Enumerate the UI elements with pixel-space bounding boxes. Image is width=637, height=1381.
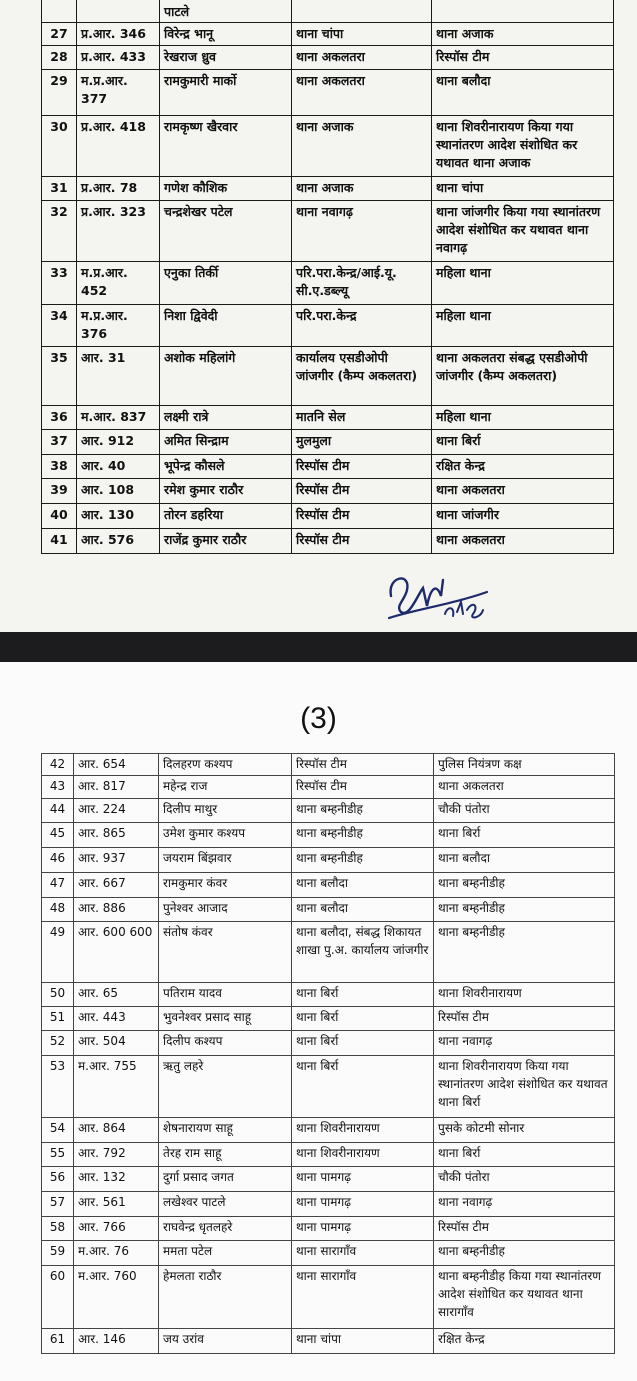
table-row: 33 म.प्र.आर. 452 एनुका तिर्की परि.परा.केन्द्र/आई.यू. सी.ए.डब्ल्यू महिला थाना: [42, 262, 614, 305]
transfer-table-bottom: [41, 753, 615, 1354]
handwritten-signature: [383, 566, 493, 624]
table-row: 46 आर. 937 जयराम बिंझवार थाना बम्हनीडीह थाना बलौदा: [42, 848, 615, 873]
table-row: 53 म.आर. 755 ऋतु लहरे थाना बिर्रा थाना शिवरीनारायण किया गया स्थानांतरण आदेश संशोधित कर यथावत थाना बिर्रा: [42, 1056, 615, 1118]
table-row: 38 आर. 40 भूपेन्द्र कौसले रिस्पॉस टीम रक्षित केन्द्र: [42, 455, 614, 479]
table-row: 31 प्र.आर. 78 गणेश कौशिक थाना अजाक थाना चांपा: [42, 177, 614, 201]
transfer-table-top: [41, 0, 614, 554]
table-row: 47 आर. 667 रामकुमार कंवर थाना बलौदा थाना बम्हनीडीह: [42, 873, 615, 898]
document-page-bottom: [0, 662, 637, 1381]
table-row: 40 आर. 130 तोरन डहरिया रिस्पॉस टीम थाना जांजगीर: [42, 504, 614, 529]
table-row: 43 आर. 817 महेन्द्र राज रिस्पॉस टीम थाना अकलतरा: [42, 776, 615, 799]
table-row: 60 म.आर. 760 हेमलता राठौर थाना सारागाँव थाना बम्हनीडीह किया गया स्थानांतरण आदेश संशोधित कर यथावत थाना सारागाँव: [42, 1266, 615, 1329]
table-row: 50 आर. 65 पतिराम यादव थाना बिर्रा थाना शिवरीनारायण: [42, 983, 615, 1007]
table-row: 49 आर. 600 600 संतोष कंवर थाना बलौदा, संबद्ध शिकायत शाखा पु.अ. कार्यालय जांजगीर थाना बम्हनीडीह: [42, 922, 615, 983]
table-row: 51 आर. 443 भुवनेश्वर प्रसाद साहू थाना बिर्रा रिस्पॉस टीम: [42, 1007, 615, 1031]
page-divider: [0, 632, 637, 662]
table-row: 58 आर. 766 राघवेन्द्र धृतलहरे थाना पामगढ़ रिस्पॉस टीम: [42, 1217, 615, 1241]
table-row: 34 म.प्र.आर. 376 निशा द्विवेदी परि.परा.केन्द्र महिला थाना: [42, 305, 614, 347]
document-page-top: [0, 0, 637, 632]
table-row: 54 आर. 864 शेषनारायण साहू थाना शिवरीनारायण पुसके कोटमी सोनार: [42, 1118, 615, 1143]
table-row: 29 म.प्र.आर. 377 रामकुमारी मार्को थाना अकलतरा थाना बलौदा: [42, 70, 614, 116]
table-row: 37 आर. 912 अमित सिन्द्राम मुलमुला थाना बिर्रा: [42, 430, 614, 455]
table-row: 41 आर. 576 राजेंद्र कुमार राठौर रिस्पॉस टीम थाना अकलतरा: [42, 529, 614, 554]
table-row: 30 प्र.आर. 418 रामकृष्ण खैरवार थाना अजाक थाना शिवरीनारायण किया गया स्थानांतरण आदेश संशोधित कर यथावत थाना अजाक: [42, 116, 614, 177]
table-row: 32 प्र.आर. 323 चन्द्रशेखर पटेल थाना नवागढ़ थाना जांजगीर किया गया स्थानांतरण आदेश संशोधित कर यथावत थाना नवागढ़: [42, 201, 614, 262]
table-row: 52 आर. 504 दिलीप कश्यप थाना बिर्रा थाना नवागढ़: [42, 1031, 615, 1056]
table-row: 39 आर. 108 रमेश कुमार राठौर रिस्पॉस टीम थाना अकलतरा: [42, 479, 614, 504]
table-row: 42 आर. 654 दिलहरण कश्यप रिस्पॉस टीम पुलिस नियंत्रण कक्ष: [42, 754, 615, 776]
table-row: 45 आर. 865 उमेश कुमार कश्यप थाना बम्हनीडीह थाना बिर्रा: [42, 823, 615, 848]
table-row: 28 प्र.आर. 433 रेखराज ध्रुव थाना अकलतरा रिस्पॉस टीम: [42, 46, 614, 70]
table-row: 56 आर. 132 दुर्गा प्रसाद जगत थाना पामगढ़ चौकी पंतोरा: [42, 1167, 615, 1192]
table-row: 55 आर. 792 तेरह राम साहू थाना शिवरीनारायण थाना बिर्रा: [42, 1143, 615, 1167]
table-row: पाटले: [42, 0, 614, 23]
table-row: 44 आर. 224 दिलीप माथुर थाना बम्हनीडीह चौकी पंतोरा: [42, 799, 615, 823]
table-row: 48 आर. 886 पुनेश्वर आजाद थाना बलौदा थाना बम्हनीडीह: [42, 898, 615, 922]
table-row: 27 प्र.आर. 346 विरेन्द्र भानू थाना चांपा थाना अजाक: [42, 23, 614, 46]
table-row: 61 आर. 146 जय उरांव थाना चांपा रक्षित केन्द्र: [42, 1329, 615, 1354]
table-row: 57 आर. 561 लखेश्वर पाटले थाना पामगढ़ थाना नवागढ़: [42, 1192, 615, 1217]
table-row: 36 म.आर. 837 लक्ष्मी रात्रे मातनि सेल महिला थाना: [42, 406, 614, 430]
table-row: 59 म.आर. 76 ममता पटेल थाना सारागाँव थाना बम्हनीडीह: [42, 1241, 615, 1266]
page-number: (3): [300, 702, 337, 735]
table-row: 35 आर. 31 अशोक महिलांगे कार्यालय एसडीओपी जांजगीर (कैम्प अकलतरा) थाना अकलतरा संबद्ध एसडीओपी जांजगीर (कैम्प अकलतरा): [42, 347, 614, 406]
